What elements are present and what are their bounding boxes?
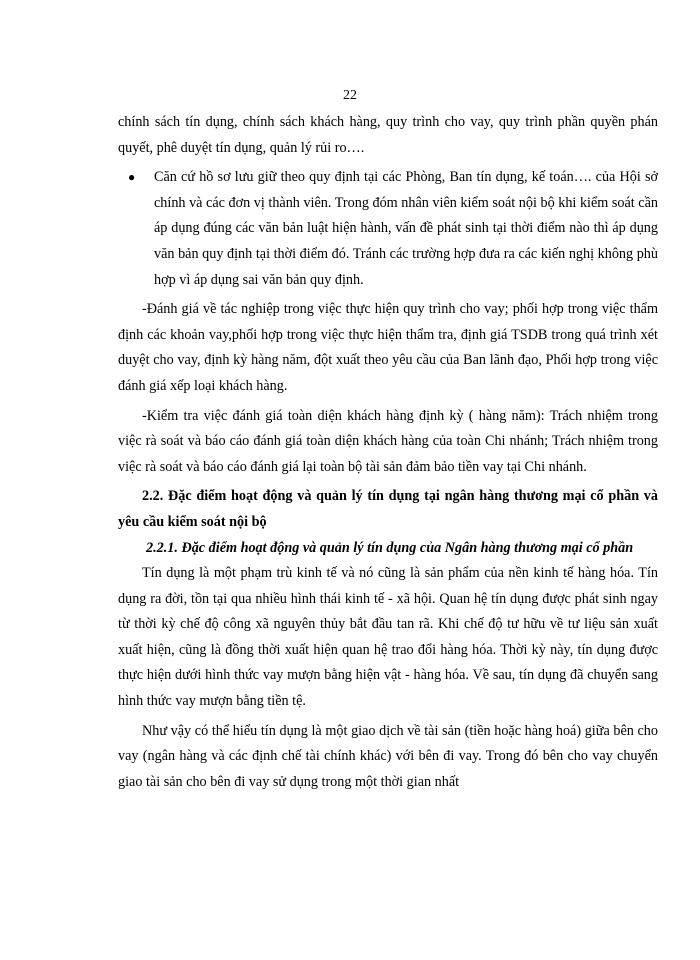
paragraph-5: Tín dụng là một phạm trù kinh tế và nó cũng là sản phẩm của nền kinh tế hàng hóa. Tín dụng ra đời, tồn tại qua nhiều hình thái kinh tế - xã hội. Quan hệ tín dụng được phát sinh ngay từ thời kỳ chế độ công xã nguyên thủy bắt đầu tan rã. Khi chế độ tư hữu về tư liệu sản xuất xuất hiện, cũng là đồng thời xuất hiện quan hệ trao đổi hàng hóa. Thời kỳ này, tín dụng được thực hiện dưới hình thức vay mượn bằng hiện vật - hàng hóa. Về sau, tín dụng đã chuyển sang hình thức vay mượn bằng tiền tệ. — [118, 565, 658, 710]
bullet-dot-icon: ● — [128, 170, 136, 185]
paragraph-1: chính sách tín dụng, chính sách khách hàng, quy trình cho vay, quy trình phần quyền phán quyết, phê duyệt tín dụng, quản lý rủi ro…. — [118, 114, 658, 156]
paragraph-3: -Đánh giá về tác nghiệp trong việc thực hiện quy trình cho vay; phối hợp trong việc thẩm định các khoản vay,phối hợp trong việc thực hiện thẩm tra, định giá TSDB trong quá trình xét duyệt cho vay, định kỳ hàng năm, đột xuất theo yêu cầu của Ban lãnh đạo, Phối hợp trong việc đánh giá xếp loại khách hàng. — [118, 301, 658, 394]
bullet-item — [118, 165, 658, 293]
paragraph-4: -Kiểm tra việc đánh giá toàn diện khách hàng định kỳ ( hàng năm): Trách nhiệm trong việc rà soát và báo cáo đánh giá toàn diện khách hàng của toàn Chi nhánh; Trách nhiệm trong việc rà soát và báo cáo đánh giá lại toàn bộ tài sản đảm bảo tiền vay tại Chi nhánh. — [118, 407, 658, 475]
section-heading-2-2: 2.2. Đặc điểm hoạt động và quản lý tín dụng tại ngân hàng thương mại cổ phần và yêu cầu kiểm soát nội bộ — [118, 488, 658, 530]
paragraph-2: Căn cứ hồ sơ lưu giữ theo quy định tại các Phòng, Ban tín dụng, kế toán…. của Hội sở chính và các đơn vị thành viên. Trong đóm nhân viên kiểm soát nội bộ khi kiểm soát cần áp dụng đúng các văn bản luật hiện hành, vấn đề phát sinh tại thời điểm nào thì áp dụng văn bản quy định tại thời điểm đó. Tránh các trường hợp đưa ra các kiến nghị không phù hợp vì áp dụng sai văn bản quy định. — [154, 169, 658, 288]
document-body — [118, 110, 658, 795]
page-number: 22 — [343, 88, 357, 103]
subsection-heading-2-2-1: 2.2.1. Đặc điểm hoạt động và quản lý tín dụng của Ngân hàng thương mại cổ phần — [146, 539, 634, 556]
paragraph-6: Như vậy có thể hiểu tín dụng là một giao dịch về tài sản (tiền hoặc hàng hoá) giữa bên cho vay (ngân hàng và các định chế tài chính khác) với bên đi vay. Trong đó bên cho vay chuyển giao tài sản cho bên đi vay sử dụng trong một thời gian nhất — [118, 722, 658, 790]
